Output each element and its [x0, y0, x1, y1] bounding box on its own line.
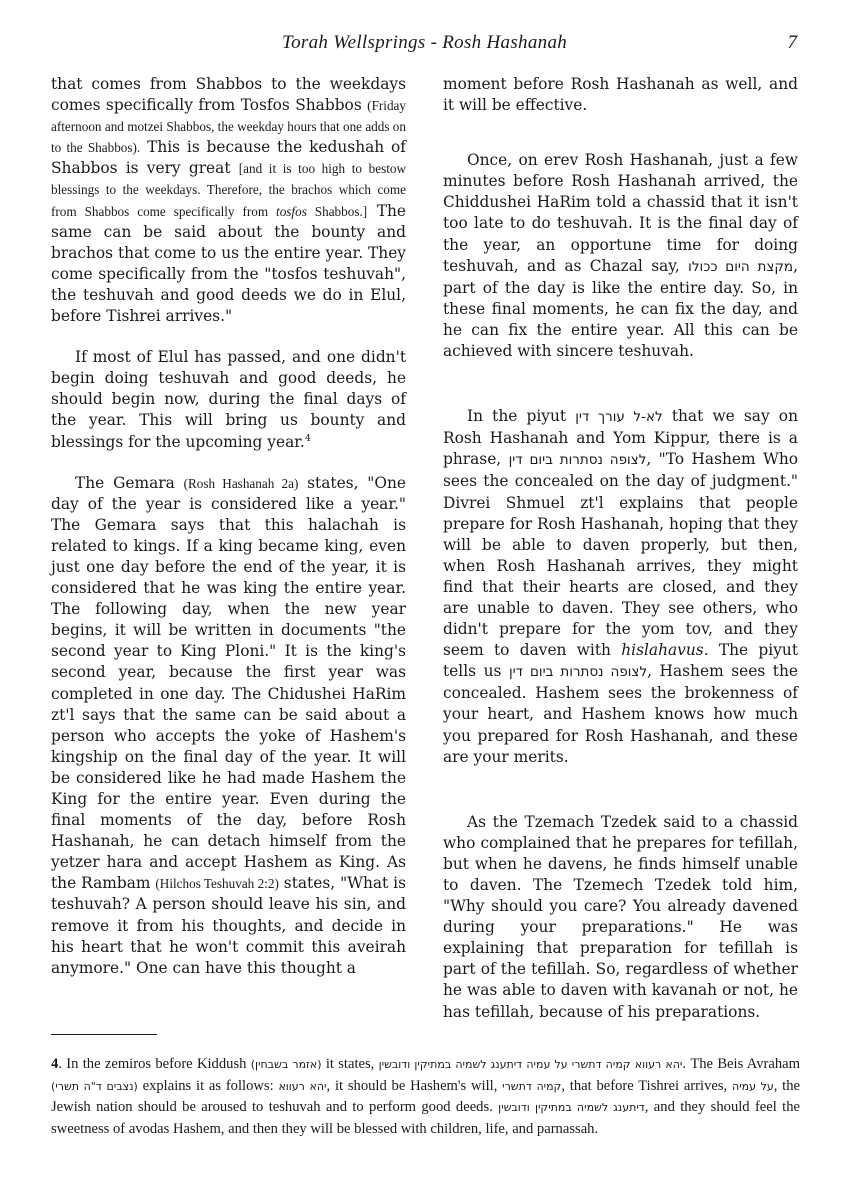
emphasis: tosfos: [276, 203, 307, 219]
text-run: , part of the day is like the entire day. So, in these final moments, he can fix the day, and he can fix the entire year. All this can be achieved with sincere teshuvah.: [443, 256, 798, 361]
footnote: [51, 1054, 800, 1139]
text-run: If most of Elul has passed, and one didn't begin doing teshuvah and good deeds, he should begin now, during the final days of the year. This will bring us bounty and blessings for the upcoming year.: [51, 348, 406, 451]
text-run: This is because the kedushah of Shabbos is very great: [51, 138, 406, 178]
source-citation: (Hilchos Teshuvah 2:2): [155, 876, 279, 892]
bracketed-note-end: Shabbos.]: [306, 203, 368, 219]
right-column: [443, 74, 798, 1023]
paragraph: [443, 812, 798, 1023]
bracketed-note: [and it is too high to bestow blessings to the weekdays. Therefore, the brachos which come from Shabbos come specifically from: [51, 161, 406, 219]
left-column: [51, 74, 406, 979]
text-run: . The piyut tells us: [443, 641, 799, 681]
hebrew-quote: לצופה נסתרות ביום דין: [508, 452, 647, 469]
hebrew-quote: יהא רעווא: [278, 1079, 327, 1093]
text-run: it states,: [321, 1056, 379, 1072]
hebrew-citation: (אזמר בשבחין): [250, 1058, 322, 1071]
text-run: that we say on Rosh Hashanah and Yom Kippur, there is a phrase,: [443, 407, 798, 469]
hebrew-quote: על עמיה: [731, 1079, 774, 1093]
text-run: . The Beis Avraham: [682, 1056, 800, 1072]
footnote-divider: [51, 1034, 157, 1035]
text-run: Once, on erev Rosh Hashanah, just a few minutes before Rosh Hashanah arrived, the Chiddushei HaRim told a chassid that it isn't too late to do teshuvah. It is the final day of the year, an opportune time for doing teshuvah, and as Chazal say,: [443, 151, 798, 275]
source-citation: (Rosh Hashanah 2a): [183, 475, 299, 491]
hebrew-quote: יהא רעווא קמיה דתשרי על עמיה דיתענג לשמיה במתיקין ודובשין: [378, 1058, 683, 1071]
paragraph: [51, 347, 406, 452]
running-header: [0, 32, 849, 58]
text-run: that comes from Shabbos to the weekdays comes specifically from Tosfos Shabbos: [51, 75, 406, 115]
footnote-number: 4: [51, 1056, 59, 1072]
text-run: , it should be Hashem's will,: [326, 1077, 503, 1094]
hebrew-quote: לא-ל עורך דין: [575, 409, 663, 426]
hebrew-quote: מקצת היום ככולו: [688, 258, 794, 275]
text-run: states, "One day of the year is considered like a year." The Gemara says that this halachah is related to kings. If a king became king, even just one day before the end of the year, it is considered that he was king the entire year. The following day, when the new year begins, it will be written in documents "the second year to King Ploni." It is the king's second year, because the first year was completed in one day. The Chidushei HaRim zt'l says that the same can be said about a person who accepts the yoke of Hashem's kingship on the final day of the year. It will be considered like he had made Hashem the King for the entire year. Even during the final moments of the day, before Rosh Hashanah, he can detach himself from the yetzer hara and accept Hashem as King. As the Rambam: [51, 473, 406, 893]
hebrew-quote: דיתענג לשמיה במתיקין ודובשין: [498, 1101, 645, 1115]
page-number: 7: [787, 32, 797, 53]
hebrew-citation: (נצבים ד"ה תשרי): [51, 1079, 138, 1093]
parenthetical-note: (Friday afternoon and motzei Shabbos, the weekday hours that one adds on to the Shabbos).: [51, 98, 406, 156]
paragraph: [443, 150, 798, 362]
text-run: , the Jewish nation should be aroused to teshuvah and to perform good deeds.: [51, 1077, 800, 1116]
paragraph: [443, 74, 798, 116]
text-run: , that before Tishrei arrives,: [561, 1077, 732, 1094]
emphasis: hislahavus: [621, 641, 704, 660]
text-run: The Gemara: [75, 473, 184, 492]
text-run: As the Tzemach Tzedek said to a chassid who complained that he prepares for tefillah, but when he davens, he finds himself unable to daven. The Tzemech Tzedek told him, "Why should you care? You already davened during your preparations." He was explaining that preparation for tefillah is part of the tefillah. So, regardless of whether he was able to daven with kavanah or not, he has tefillah, because of his preparations.: [443, 812, 798, 1021]
text-run: , and they should feel the sweetness of avodas Hashem, and then they will be blessed with children, life, and parnassah.: [51, 1099, 800, 1137]
text-run: moment before Rosh Hashanah as well, and it will be effective.: [443, 75, 798, 115]
text-run: states, "What is teshuvah? A person should leave his sin, and remove it from his thoughts, and decide in his heart that he won't commit this aveirah anymore." One can have this thought a: [51, 874, 406, 977]
text-run: . In the zemiros before Kiddush: [58, 1056, 251, 1072]
header-title: Torah Wellsprings - Rosh Hashanah: [281, 32, 568, 53]
paragraph: [443, 406, 798, 768]
text-run: In the piyut: [467, 407, 576, 426]
hebrew-quote: קמיה דתשרי: [502, 1079, 562, 1093]
text-run: explains it as follows:: [137, 1077, 279, 1094]
paragraph: [51, 74, 406, 327]
paragraph: [51, 473, 406, 979]
text-run: , Hashem sees the concealed. Hashem sees the brokenness of your heart, and Hashem knows how much you prepared for Rosh Hashanah, and these are your merits.: [443, 662, 798, 766]
hebrew-quote: לצופה נסתרות ביום דין: [508, 664, 648, 681]
text-run: , "To Hashem Who sees the concealed on the day of judgment." Divrei Shmuel zt'l explains that people prepare for Rosh Hashanah, hoping that they will be able to daven properly, but then, when Rosh Hashanah arrives, they might find that their hearts are closed, and they are unable to daven. They see others, who didn't prepare for the yom tov, and they seem to daven with: [443, 450, 798, 660]
text-run: The same can be said about the bounty and brachos that come to us the entire year. They come specifically from the "tosfos teshuvah", the teshuvah and good deeds we do in Elul, before Tishrei arrives.": [51, 201, 406, 326]
footnote-marker[interactable]: 4: [304, 432, 311, 444]
